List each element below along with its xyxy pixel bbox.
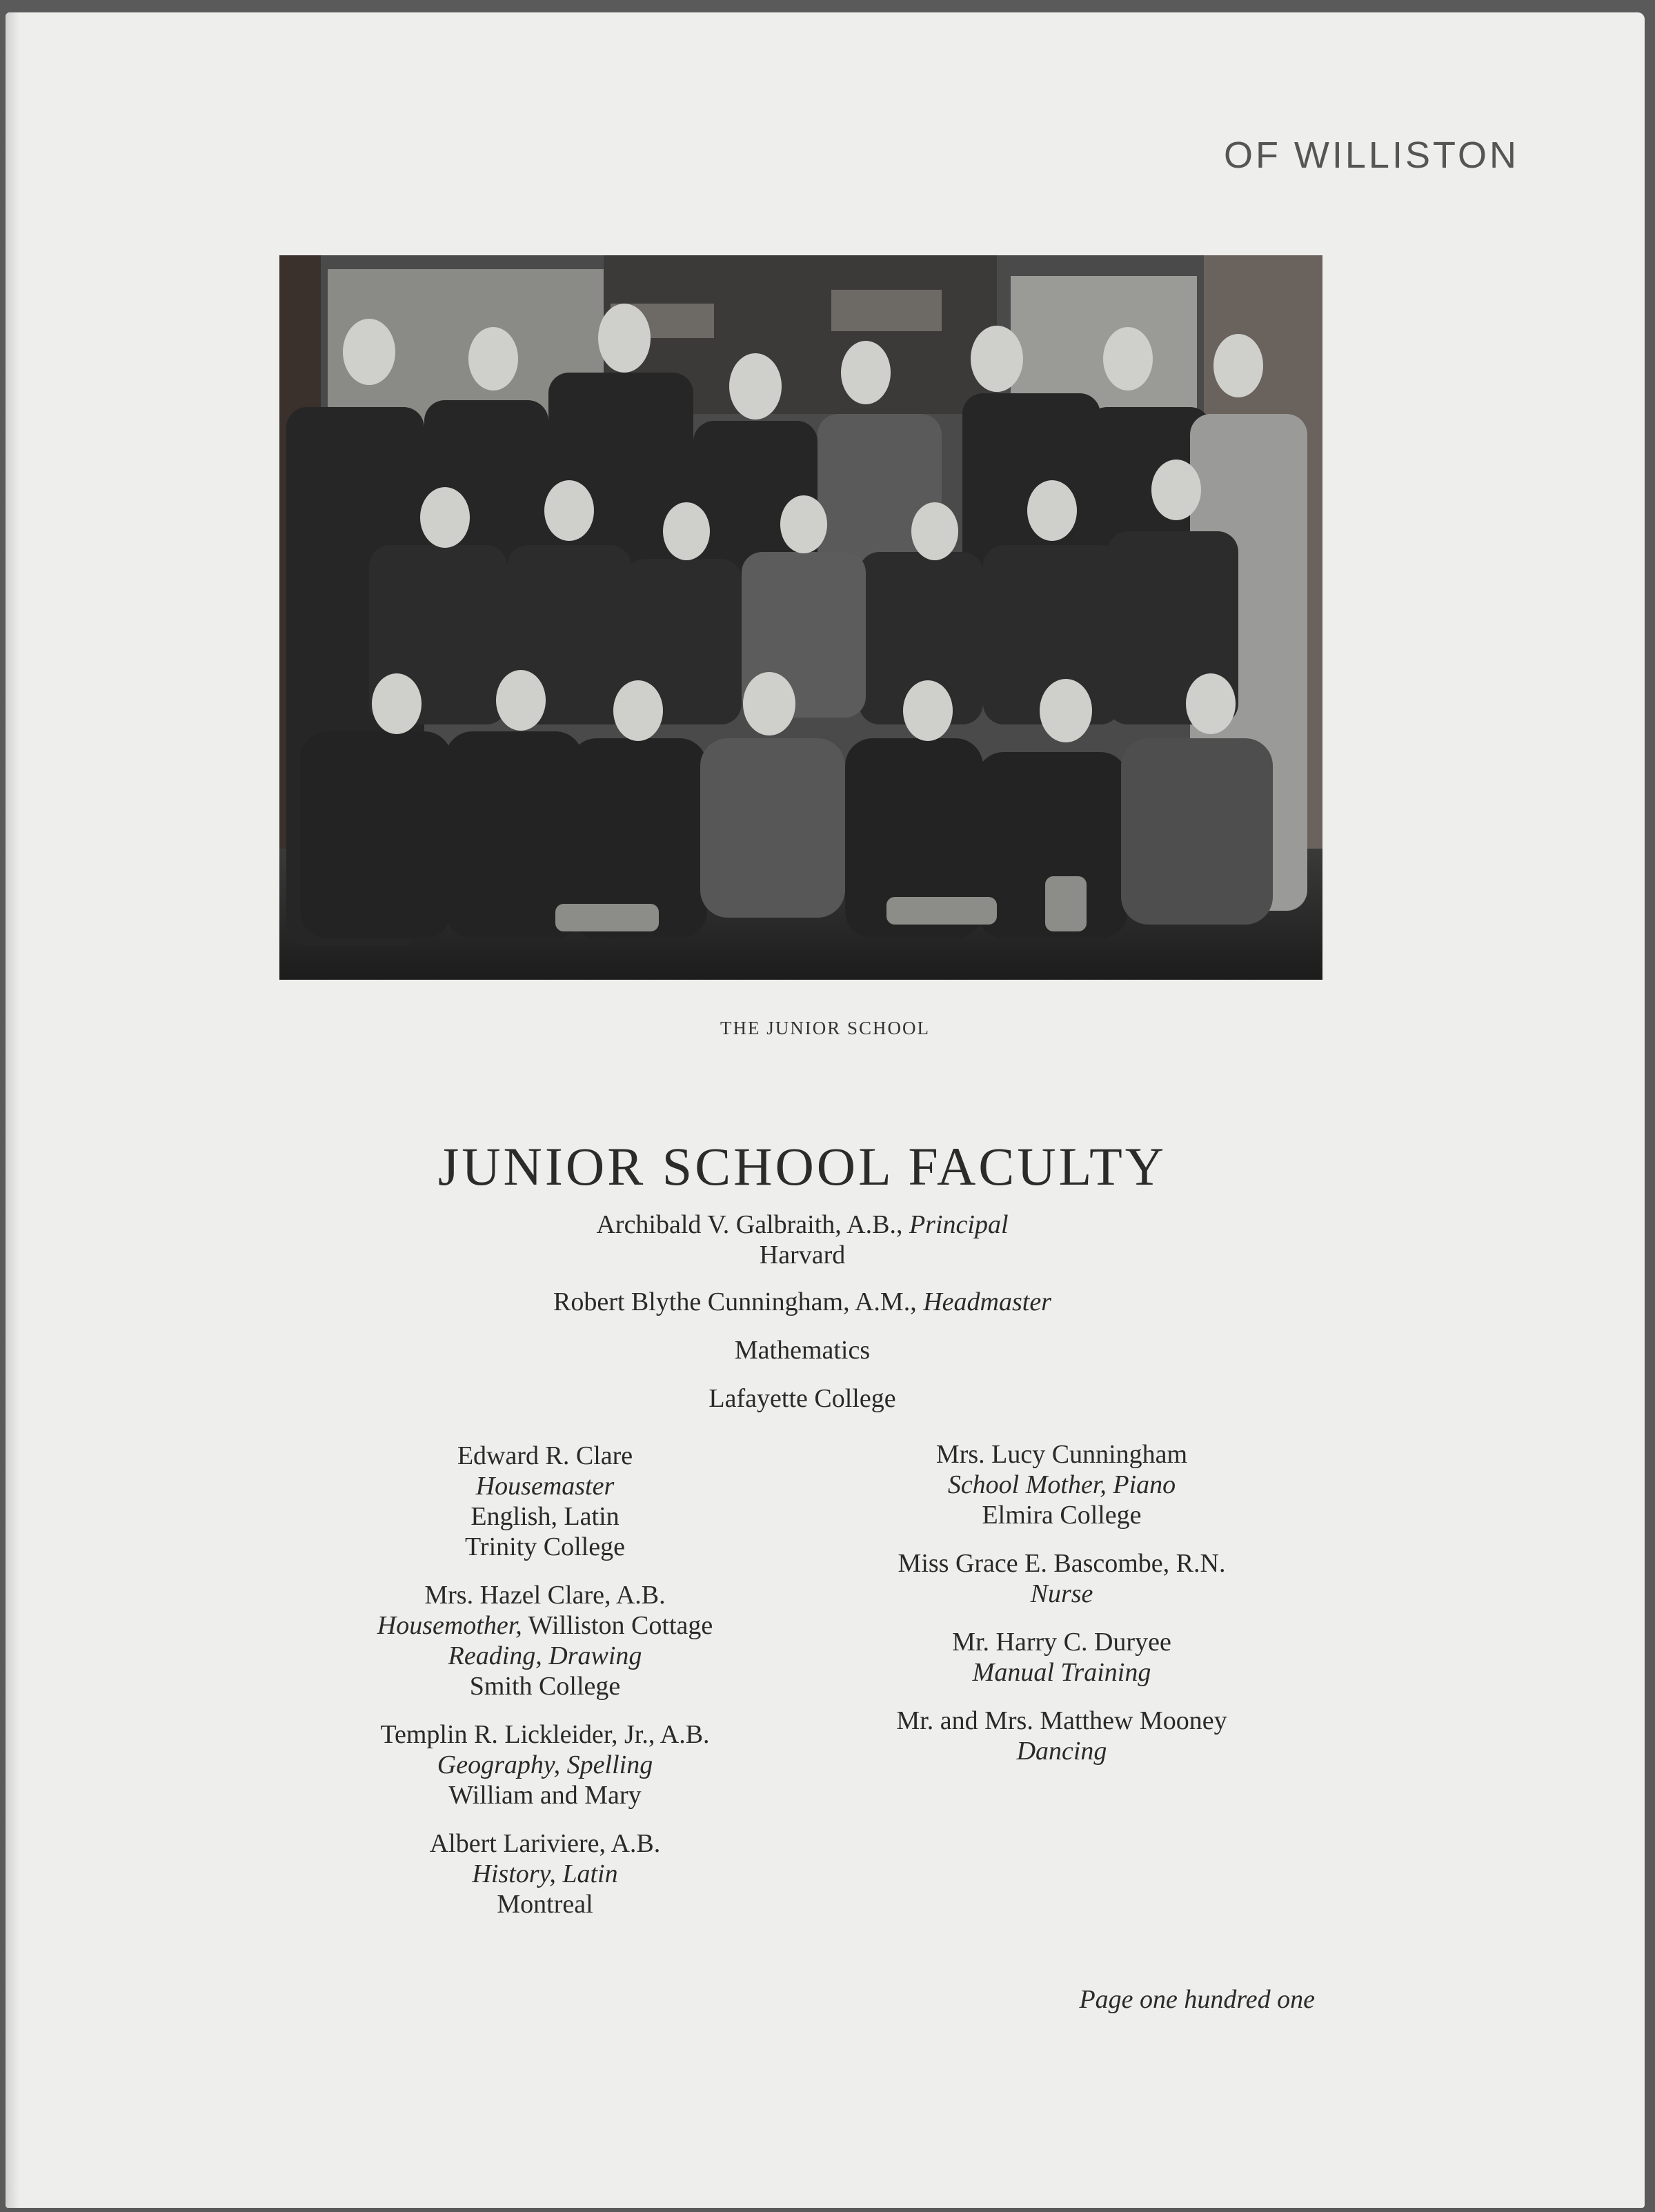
page-number: Page one hundred one: [1079, 1985, 1315, 2014]
principal-school: Harvard: [759, 1241, 846, 1270]
group-photo-image: [279, 255, 1322, 980]
principal-role: Principal: [909, 1210, 1009, 1239]
faculty-entry: [800, 1627, 1324, 1688]
faculty-name: Mrs. Lucy Cunningham: [935, 1440, 1188, 1469]
faculty-school: Trinity College: [465, 1532, 625, 1561]
faculty-name: Mrs. Hazel Clare, A.B.: [424, 1581, 666, 1610]
faculty-school: Montreal: [497, 1890, 593, 1919]
faculty-school: Smith College: [469, 1672, 621, 1701]
section-title: JUNIOR SCHOOL FACULTY: [437, 1136, 1167, 1197]
photo-caption: THE JUNIOR SCHOOL: [720, 1018, 930, 1038]
faculty-subject: Reading, Drawing: [448, 1641, 642, 1670]
principal-name: Archibald V. Galbraith, A.B.,: [596, 1210, 903, 1239]
faculty-name: Templin R. Lickleider, Jr., A.B.: [380, 1720, 710, 1749]
faculty-name: Mr. Harry C. Duryee: [952, 1628, 1171, 1657]
faculty-role: Dancing: [1016, 1737, 1107, 1766]
faculty-entry: [283, 1580, 807, 1701]
running-head: OF WILLISTON: [1223, 135, 1519, 176]
faculty-role: School Mother, Piano: [947, 1470, 1176, 1499]
faculty-entry: [283, 1828, 807, 1919]
faculty-entry: [800, 1548, 1324, 1609]
principal-entry: [6, 1209, 1599, 1270]
faculty-entry: [283, 1441, 807, 1562]
faculty-role: Manual Training: [972, 1658, 1151, 1687]
faculty-right-column: [800, 1439, 1324, 1784]
faculty-role: Housemother,: [377, 1611, 522, 1640]
faculty-role: Housemaster: [475, 1472, 615, 1501]
headmaster-entry: [6, 1287, 1599, 1414]
faculty-subject: Geography, Spelling: [437, 1750, 653, 1779]
faculty-entry: [800, 1439, 1324, 1530]
faculty-name: Mr. and Mrs. Matthew Mooney: [896, 1706, 1227, 1735]
faculty-subject: English, Latin: [470, 1502, 620, 1531]
headmaster-name: Robert Blythe Cunningham, A.M.,: [553, 1287, 917, 1316]
faculty-role: Nurse: [1030, 1579, 1093, 1608]
faculty-name: Miss Grace E. Bascombe, R.N.: [898, 1549, 1226, 1578]
headmaster-role: Headmaster: [923, 1287, 1051, 1316]
leadership-block: [6, 1209, 1599, 1430]
faculty-role-extra: Williston Cottage: [528, 1611, 713, 1640]
faculty-name: Edward R. Clare: [457, 1441, 633, 1470]
faculty-subject: History, Latin: [472, 1859, 618, 1888]
faculty-left-column: [283, 1441, 807, 1937]
headmaster-subject: Mathematics: [734, 1336, 871, 1365]
faculty-entry: [283, 1719, 807, 1810]
faculty-entry: [800, 1706, 1324, 1766]
headmaster-school: Lafayette College: [708, 1384, 896, 1413]
group-photograph: [279, 255, 1322, 980]
faculty-school: William and Mary: [448, 1781, 642, 1810]
yearbook-page: [6, 12, 1645, 2208]
faculty-name: Albert Lariviere, A.B.: [429, 1829, 661, 1858]
page-binding-edge: [6, 12, 21, 2208]
faculty-school: Elmira College: [982, 1501, 1142, 1530]
